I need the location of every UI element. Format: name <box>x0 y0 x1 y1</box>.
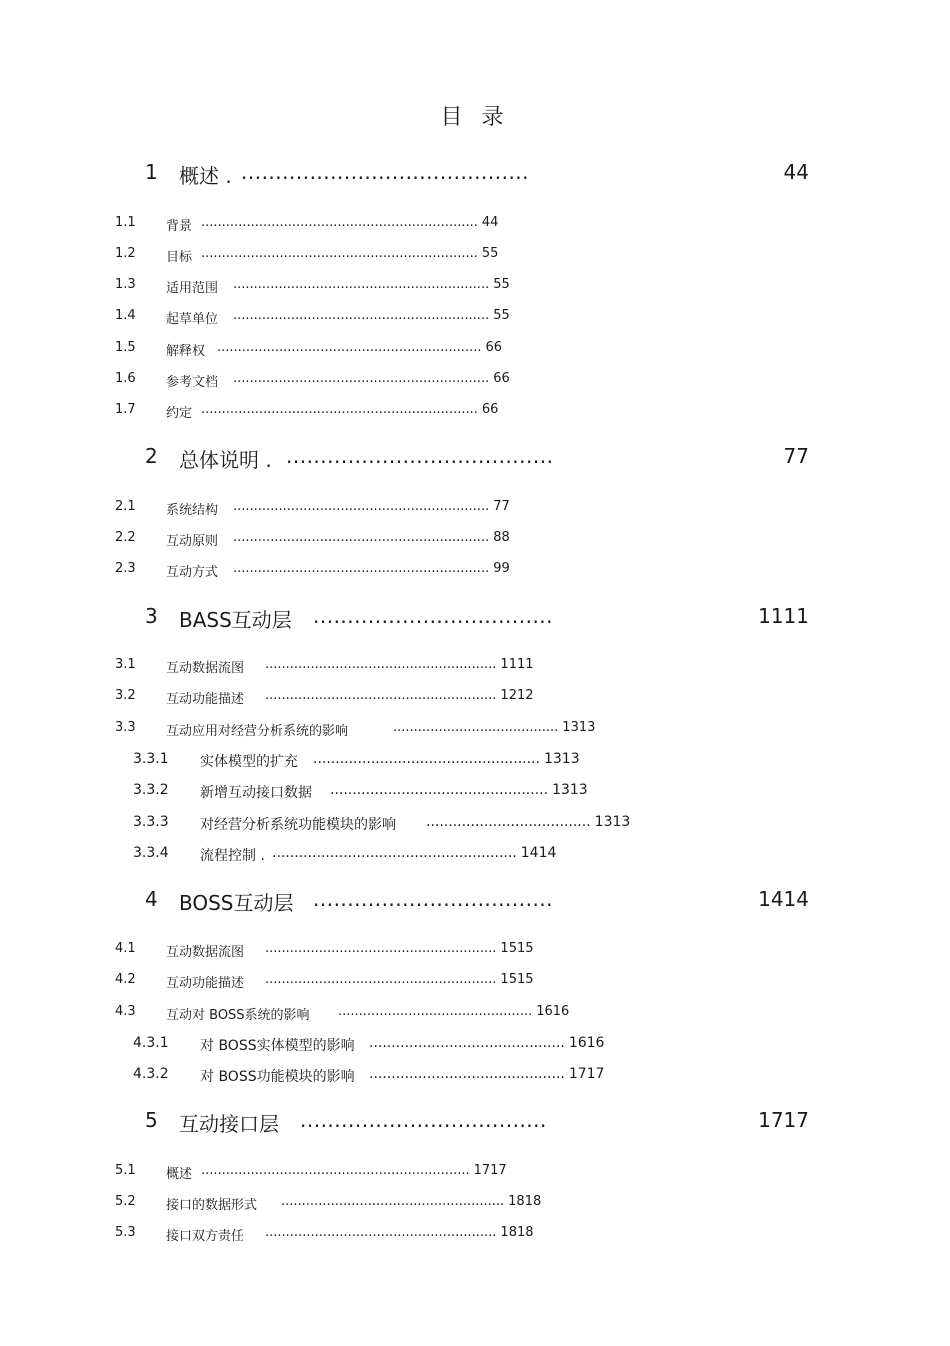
toc-entry-number: 3.3.3 <box>133 814 169 830</box>
dot-leader: ................................... <box>313 604 554 628</box>
dot-leader: .............................................................. <box>233 371 490 386</box>
toc-entry-number: 1 <box>145 160 158 184</box>
toc-entry-level-2[interactable] <box>0 246 950 264</box>
dot-leader: ..................................... <box>426 814 591 830</box>
toc-entry-level-1[interactable] <box>0 444 950 472</box>
toc-entry-page-number: 88 <box>493 530 510 545</box>
toc-entry-number: 1.2 <box>115 246 136 261</box>
toc-entry-page-number: 1111 <box>500 657 534 672</box>
toc-entry-level-2[interactable] <box>0 402 950 420</box>
toc-entry-title: 接口的数据形式 <box>166 1198 258 1213</box>
dot-leader: ........................................................ <box>265 1225 497 1240</box>
dot-leader: ........................................................ <box>265 972 497 987</box>
dot-leader: ............................................ <box>369 1035 565 1051</box>
toc-entry-level-1[interactable] <box>0 604 950 632</box>
toc-entry-title: 背景 <box>166 219 193 234</box>
toc-entry-number: 3.1 <box>115 657 136 672</box>
toc-entry-title: 对 BOSS功能模块的影响 <box>200 1069 355 1085</box>
toc-entry-title: 概述 <box>166 1167 193 1182</box>
toc-entry-level-3[interactable] <box>0 782 950 802</box>
toc-entry-title: 对经营分析系统功能模块的影响 <box>200 817 396 833</box>
toc-entry-title: 互动应用对经营分析系统的影响 <box>166 724 349 739</box>
toc-entry-level-2[interactable] <box>0 941 950 959</box>
toc-entry-level-3[interactable] <box>0 1066 950 1086</box>
toc-entry-page-number: 55 <box>481 246 499 261</box>
toc-entry-level-2[interactable] <box>0 499 950 517</box>
toc-entry-title: 总体说明 . <box>179 448 272 472</box>
toc-entry-level-2[interactable] <box>0 530 950 548</box>
toc-entry-level-3[interactable] <box>0 1035 950 1055</box>
toc-entry-page-number: 77 <box>493 499 510 514</box>
dot-leader: ................................................... <box>313 751 540 767</box>
toc-entry-title: 互动对 BOSS系统的影响 <box>166 1008 310 1023</box>
toc-entry-level-2[interactable] <box>0 371 950 389</box>
toc-entry-page-number: 55 <box>493 277 510 292</box>
toc-entry-level-3[interactable] <box>0 814 950 834</box>
toc-entry-number: 1.7 <box>115 402 136 417</box>
toc-entry-page-number: 1616 <box>568 1035 605 1051</box>
toc-entry-page-number: 66 <box>485 340 503 355</box>
toc-entry-page-number: 44 <box>481 215 499 230</box>
toc-entry-title: 接口双方责任 <box>166 1229 245 1244</box>
toc-entry-title: 适用范围 <box>166 281 219 296</box>
toc-entry-level-1[interactable] <box>0 1108 950 1136</box>
toc-entry-level-2[interactable] <box>0 1194 950 1212</box>
toc-entry-level-2[interactable] <box>0 1225 950 1243</box>
toc-entry-page-number: 1717 <box>473 1163 507 1178</box>
toc-entry-title: 互动原则 <box>166 534 219 549</box>
toc-entry-number: 3.3.1 <box>133 751 169 767</box>
toc-entry-page-number: 1717 <box>758 1108 809 1132</box>
toc-entry-level-2[interactable] <box>0 215 950 233</box>
toc-entry-page-number: 44 <box>783 160 809 184</box>
dot-leader: ................................................................ <box>217 340 482 355</box>
dot-leader: ............................................... <box>338 1004 533 1019</box>
dot-leader: ........................................ <box>393 720 559 735</box>
toc-entry-number: 5.3 <box>115 1225 136 1240</box>
dot-leader: ................................... <box>313 887 554 911</box>
toc-entry-title: 流程控制 . <box>200 848 265 864</box>
dot-leader: .............................................................. <box>233 530 490 545</box>
toc-entry-page-number: 99 <box>493 561 510 576</box>
toc-entry-title: BOSS互动层 <box>179 891 294 915</box>
toc-entry-level-2[interactable] <box>0 972 950 990</box>
toc-entry-title: 互动方式 <box>166 565 219 580</box>
toc-entry-page-number: 1313 <box>562 720 596 735</box>
dot-leader: ................................................................... <box>201 215 478 230</box>
toc-entry-number: 1.5 <box>115 340 136 355</box>
toc-entry-title: BASS互动层 <box>179 608 292 632</box>
toc-entry-number: 3 <box>145 604 158 628</box>
toc-entry-number: 5 <box>145 1108 158 1132</box>
toc-entry-number: 2 <box>145 444 158 468</box>
toc-entry-number: 4.2 <box>115 972 136 987</box>
toc-entry-title: 互动数据流图 <box>166 945 245 960</box>
dot-leader: ................................................................... <box>201 402 478 417</box>
dot-leader: ........................................................ <box>265 688 497 703</box>
toc-entry-number: 2.1 <box>115 499 136 514</box>
toc-entry-number: 2.2 <box>115 530 136 545</box>
toc-entry-page-number: 1313 <box>552 782 588 798</box>
toc-entry-title: 互动功能描述 <box>166 692 245 707</box>
toc-entry-number: 5.1 <box>115 1163 136 1178</box>
dot-leader: ...................................................... <box>281 1194 505 1209</box>
toc-entry-level-2[interactable] <box>0 657 950 675</box>
toc-entry-title: 解释权 <box>166 344 206 359</box>
toc-entry-level-1[interactable] <box>0 887 950 915</box>
toc-entry-number: 2.3 <box>115 561 136 576</box>
toc-entry-title: 起草单位 <box>166 312 219 327</box>
toc-entry-page-number: 66 <box>481 402 499 417</box>
toc-entry-page-number: 1414 <box>520 845 557 861</box>
toc-entry-page-number: 1414 <box>758 887 809 911</box>
toc-entry-title: 概述 . <box>179 164 232 188</box>
toc-entry-level-2[interactable] <box>0 1163 950 1181</box>
toc-entry-title: 新增互动接口数据 <box>200 785 312 801</box>
dot-leader: .......................................... <box>241 160 530 184</box>
dot-leader: ........................................................ <box>265 657 497 672</box>
toc-entry-page-number: 1515 <box>500 972 534 987</box>
dot-leader: ................................................................. <box>201 1163 470 1178</box>
toc-entry-title: 互动接口层 <box>179 1112 279 1136</box>
toc-entry-title: 互动数据流图 <box>166 661 245 676</box>
toc-entry-page-number: 77 <box>783 444 809 468</box>
toc-entry-page-number: 66 <box>493 371 510 386</box>
dot-leader: ....................................... <box>286 444 554 468</box>
toc-entry-level-2[interactable] <box>0 340 950 358</box>
toc-entry-page-number: 1212 <box>500 688 534 703</box>
toc-entry-title: 系统结构 <box>166 503 219 518</box>
dot-leader: .............................................................. <box>233 499 490 514</box>
dot-leader: ............................................ <box>369 1066 565 1082</box>
toc-entry-page-number: 1818 <box>508 1194 542 1209</box>
toc-entry-level-2[interactable] <box>0 1004 950 1022</box>
toc-entry-number: 5.2 <box>115 1194 136 1209</box>
dot-leader: ........................................................ <box>265 941 497 956</box>
dot-leader: .............................................................. <box>233 561 490 576</box>
toc-entry-number: 1.3 <box>115 277 136 292</box>
toc-entry-page-number: 1717 <box>568 1066 605 1082</box>
toc-entry-number: 4.3.2 <box>133 1066 169 1082</box>
toc-entry-title: 约定 <box>166 406 193 421</box>
dot-leader: .................................... <box>300 1108 547 1132</box>
toc-entry-level-3[interactable] <box>0 845 950 865</box>
toc-entry-page-number: 1515 <box>500 941 534 956</box>
toc-entry-page-number: 1616 <box>536 1004 570 1019</box>
toc-entry-number: 4.1 <box>115 941 136 956</box>
toc-entry-page-number: 55 <box>493 308 510 323</box>
toc-entry-number: 1.1 <box>115 215 136 230</box>
toc-entry-level-2[interactable] <box>0 720 950 738</box>
toc-entry-number: 4 <box>145 887 158 911</box>
toc-entry-page-number: 1111 <box>758 604 809 628</box>
toc-entry-number: 3.3.4 <box>133 845 169 861</box>
toc-entry-title: 目标 <box>166 250 193 265</box>
toc-entry-number: 4.3 <box>115 1004 136 1019</box>
toc-entry-level-1[interactable] <box>0 160 950 188</box>
dot-leader: ....................................................... <box>272 845 517 861</box>
toc-entry-level-2[interactable] <box>0 277 950 295</box>
toc-entry-page-number: 1818 <box>500 1225 534 1240</box>
dot-leader: .............................................................. <box>233 277 490 292</box>
toc-entry-number: 3.2 <box>115 688 136 703</box>
toc-entry-level-2[interactable] <box>0 561 950 579</box>
dot-leader: ................................................................... <box>201 246 478 261</box>
toc-entry-level-3[interactable] <box>0 751 950 771</box>
toc-entry-title: 参考文档 <box>166 375 219 390</box>
toc-entry-page-number: 1313 <box>543 751 580 767</box>
toc-entry-number: 3.3 <box>115 720 136 735</box>
toc-entry-number: 4.3.1 <box>133 1035 169 1051</box>
toc-entry-title: 对 BOSS实体模型的影响 <box>200 1038 355 1054</box>
dot-leader: .............................................................. <box>233 308 490 323</box>
toc-entry-title: 实体模型的扩充 <box>200 754 298 770</box>
dot-leader: ................................................. <box>330 782 549 798</box>
toc-title: 目 录 <box>440 105 510 130</box>
toc-entry-number: 1.6 <box>115 371 136 386</box>
toc-entry-number: 1.4 <box>115 308 136 323</box>
toc-entry-page-number: 1313 <box>594 814 631 830</box>
toc-entry-level-2[interactable] <box>0 308 950 326</box>
toc-entry-title: 互动功能描述 <box>166 976 245 991</box>
toc-entry-level-2[interactable] <box>0 688 950 706</box>
toc-entry-number: 3.3.2 <box>133 782 169 798</box>
